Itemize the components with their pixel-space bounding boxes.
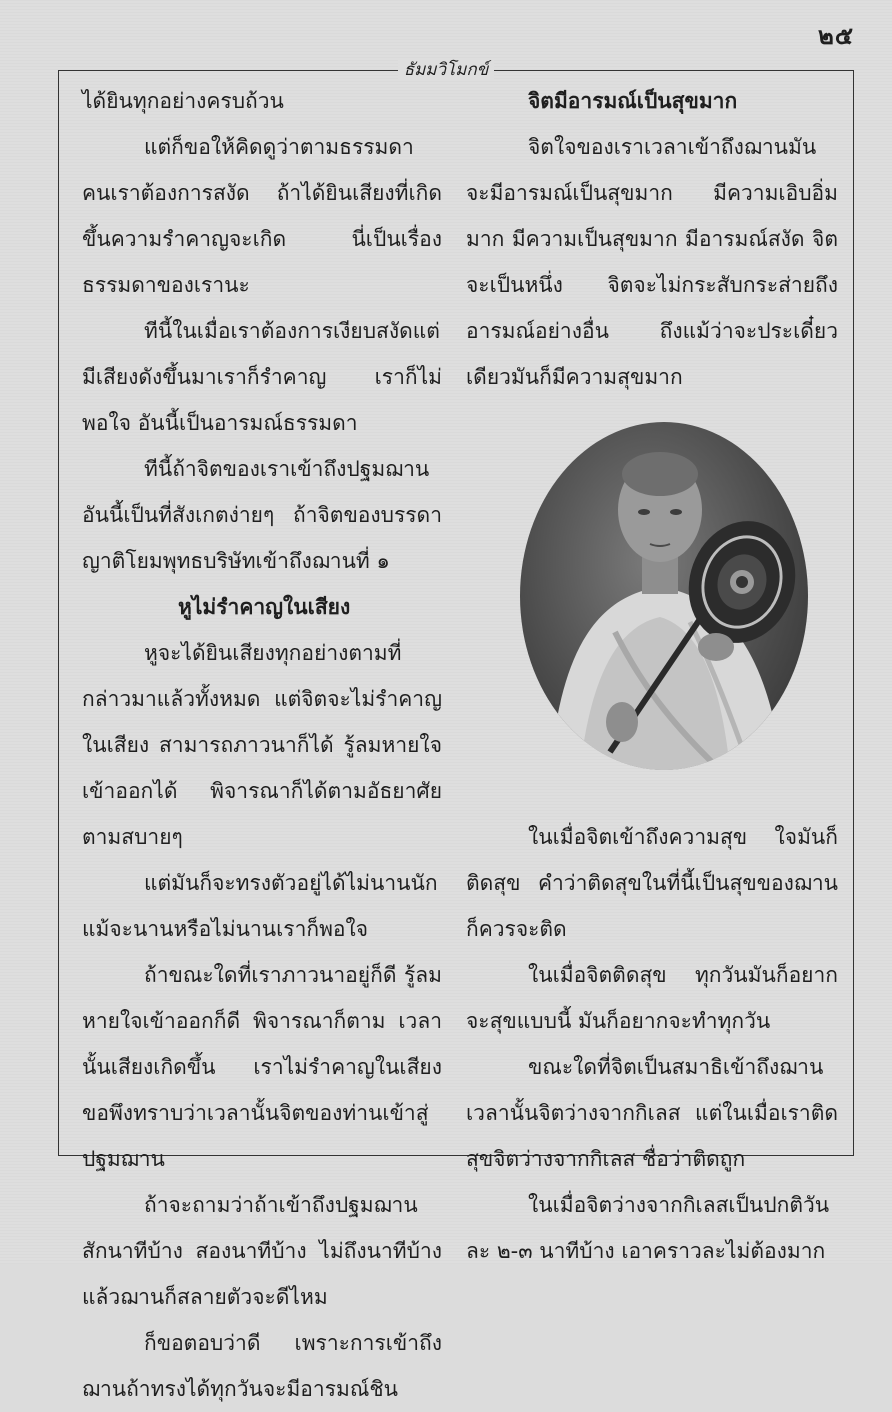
paragraph: แต่ก็ขอให้คิดดูว่าตามธรรมดาคนเราต้องการสงัด ถ้าได้ยินเสียงที่เกิดขึ้นความรำคาญจะเกิด นี่เป็นเรื่องธรรมดาของเรานะ	[82, 135, 442, 297]
paragraph: ขณะใดที่จิตเป็นสมาธิเข้าถึงฌานเวลานั้นจิตว่างจากกิเลส แต่ในเมื่อเราติดสุขจิตว่างจากกิเลส ชื่อว่าติดถูก	[466, 1055, 838, 1171]
paragraph: แต่มันก็จะทรงตัวอยู่ได้ไม่นานนัก แม้จะนานหรือไม่นานเราก็พอใจ	[82, 871, 438, 941]
running-header-text: ธัมมวิโมกข์	[398, 60, 495, 80]
section-heading: หูไม่รำคาญในเสียง	[178, 595, 351, 619]
section-heading: จิตมีอารมณ์เป็นสุขมาก	[528, 89, 738, 113]
left-column	[82, 78, 442, 1412]
paragraph: ทีนี้ถ้าจิตของเราเข้าถึงปฐมฌาน อันนี้เป็นที่สังเกตง่ายๆ ถ้าจิตของบรรดาญาติโยมพุทธบริษัทเข้าถึงฌานที่ ๑	[82, 457, 442, 573]
monk-portrait-illustration	[520, 422, 808, 770]
right-column	[466, 78, 838, 1274]
paragraph: ทีนี้ในเมื่อเราต้องการเงียบสงัดแต่มีเสียงดังขึ้นมาเราก็รำคาญ เราก็ไม่พอใจ อันนี้เป็นอารมณ์ธรรมดา	[82, 319, 442, 435]
paragraph: ในเมื่อจิตติดสุข ทุกวันมันก็อยากจะสุขแบบนี้ มันก็อยากจะทำทุกวัน	[466, 963, 838, 1033]
page-number: ๒๕	[818, 22, 854, 50]
paragraph: ได้ยินทุกอย่างครบถ้วน	[82, 89, 284, 113]
paragraph: ถ้าขณะใดที่เราภาวนาอยู่ก็ดี รู้ลมหายใจเข้าออกก็ดี พิจารณาก็ตาม เวลานั้นเสียงเกิดขึ้น เราไม่รำคาญในเสียง ขอพึงทราบว่าเวลานั้นจิตของท่านเข้าสู่ปฐมฌาน	[82, 963, 442, 1171]
monk-portrait-photo	[520, 422, 808, 770]
paragraph: หูจะได้ยินเสียงทุกอย่างตามที่กล่าวมาแล้วทั้งหมด แต่จิตจะไม่รำคาญในเสียง สามารถภาวนาก็ได้ รู้ลมหายใจเข้าออกได้ พิจารณาก็ได้ตามอัธยาศัย ตามสบายๆ	[82, 641, 442, 849]
paragraph: ในเมื่อจิตเข้าถึงความสุข ใจมันก็ติดสุข คำว่าติดสุขในที่นี้เป็นสุขของฌาน ก็ควรจะติด	[466, 825, 838, 941]
paragraph: จิตใจของเราเวลาเข้าถึงฌานมันจะมีอารมณ์เป็นสุขมาก มีความเอิบอิ่มมาก มีความเป็นสุขมาก มีอารมณ์สงัด จิตจะเป็นหนึ่ง จิตจะไม่กระสับกระส่ายถึงอารมณ์อย่างอื่น ถึงแม้ว่าจะประเดี๋ยวเดียวมันก็มีความสุขมาก	[466, 135, 838, 389]
paragraph: ก็ขอตอบว่าดี เพราะการเข้าถึงฌานถ้าทรงได้ทุกวันจะมีอารมณ์ชิน	[82, 1331, 442, 1401]
paragraph: ถ้าจะถามว่าถ้าเข้าถึงปฐมฌานสักนาทีบ้าง สองนาทีบ้าง ไม่ถึงนาทีบ้างแล้วฌานก็สลายตัวจะดีไหม	[82, 1193, 442, 1309]
paragraph: ในเมื่อจิตว่างจากกิเลสเป็นปกติวันละ ๒-๓ นาทีบ้าง เอาคราวละไม่ต้องมาก	[466, 1193, 830, 1263]
